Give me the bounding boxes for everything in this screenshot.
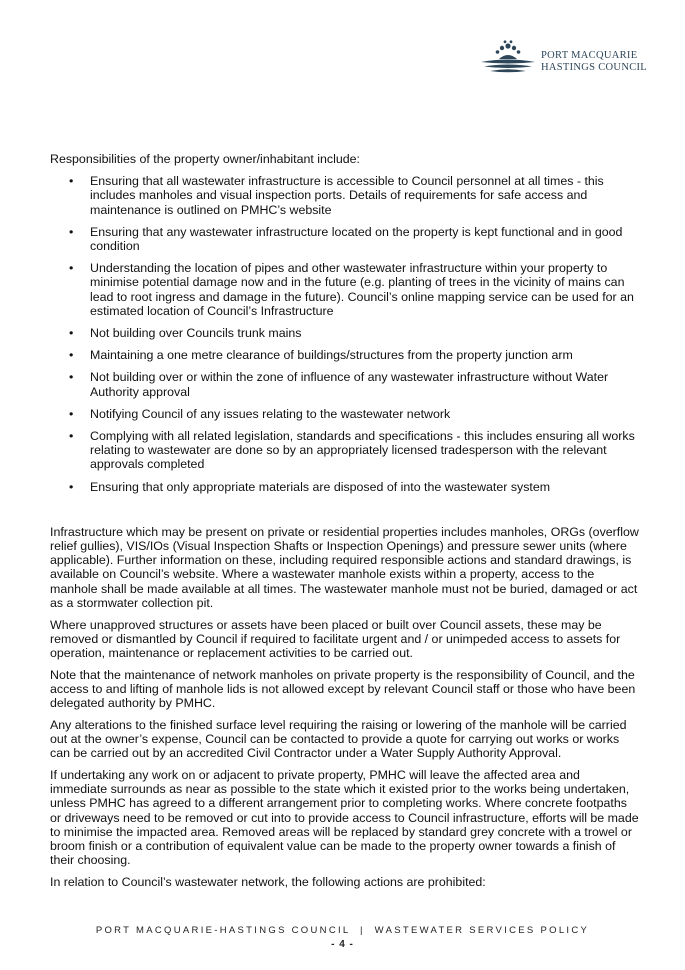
- list-item: • Ensuring that all wastewater infrastructure is accessible to Council personnel at all times - this includes manholes and visual inspection ports. Details of requirements for safe access and maintenance is outlined on PMHC’s website: [50, 174, 640, 217]
- list-item: • Complying with all related legislation, standards and specifications - this includes ensuring all works relating to wastewater are done so by an appropriately licensed tradesperson with the relevant approvals completed: [50, 429, 640, 472]
- page-number: - 4 -: [331, 939, 354, 950]
- paragraph-maintenance: Note that the maintenance of network manholes on private property is the responsibility of Council, and the access to and lifting of manhole lids is not allowed except by relevant Council staff or those who have been delegated authority by PMHC.: [50, 667, 636, 711]
- list-item: • Not building over or within the zone of influence of any wastewater infrastructure without Water Authority approval: [50, 370, 640, 398]
- paragraph-infrastructure: Infrastructure which may be present on private or residential properties includes manholes, ORGs (overflow relief gullies), VIS/IOs (Visual Inspection Shafts or Inspection Openings) and pressure sewer units (where applicable). Further information on these, including required responsible actions and standard drawings, is available on Council’s website. Where a wastewater manhole exists within a property, access to the manhole shall be made available at all times. The wastewater manhole must not be buried, damaged or act as a stormwater collection pit.: [50, 524, 639, 610]
- list-item: • Ensuring that any wastewater infrastructure located on the property is kept functional and in good condition: [50, 225, 640, 253]
- page-footer: PORT MACQUARIE-HASTINGS COUNCIL | WASTEWATER SERVICES POLICY: [95, 925, 590, 936]
- paragraph-alterations: Any alterations to the finished surface level requiring the raising or lowering of the manhole will be carried out at the owner’s expense, Council can be contacted to provide a quote for carrying out works or works can be carried out by an accredited Civil Contractor under a Water Supply Authority Approval.: [50, 717, 627, 761]
- section-spacer: [50, 502, 640, 525]
- council-name: [541, 50, 647, 74]
- document-body: [50, 152, 640, 897]
- org-line-1: PORT MACQUARIE: [541, 50, 638, 61]
- org-line-2: HASTINGS COUNCIL: [541, 62, 648, 73]
- list-item: • Ensuring that only appropriate materials are disposed of into the wastewater system: [50, 480, 640, 494]
- responsibilities-intro: Responsibilities of the property owner/inhabitant include:: [50, 152, 360, 166]
- council-logo: [478, 40, 648, 76]
- list-item: • Maintaining a one metre clearance of buildings/structures from the property junction arm: [50, 348, 640, 362]
- pmhc-logo-icon: [478, 40, 538, 76]
- paragraph-unapproved-structures: Where unapproved structures or assets have been placed or built over Council assets, these may be removed or dismantled by Council if required to facilitate urgent and / or unimpeded access to assets for operation, maintenance or replacement activities to be carried out.: [50, 617, 621, 660]
- paragraph-private-property-works: If undertaking any work on or adjacent to private property, PMHC will leave the affected area and immediate surrounds as near as possible to the state which it existed prior to the works being undertaken, unless PMHC has agreed to a different arrangement prior to completing works. Where concrete footpaths or driveways need to be removed or cut into to provide access to Council infrastructure, efforts will be made to minimise the impacted area. Removed areas will be replaced by standard grey concrete with a trowel or broom finish or a contribution of equivalent value can be made to the property owner towards a finish of their choosing.: [50, 767, 639, 868]
- responsibilities-list: [50, 174, 640, 494]
- list-item: • Not building over Councils trunk mains: [50, 326, 640, 340]
- list-item: • Understanding the location of pipes and other wastewater infrastructure within your property to minimise potential damage now and in the future (e.g. planting of trees in the vicinity of mains can lead to root ingress and damage in the future). Council’s online mapping service can be used for an estimated location of Council’s Infrastructure: [50, 261, 640, 318]
- paragraph-prohibited-intro: In relation to Council’s wastewater network, the following actions are prohibited:: [50, 874, 486, 889]
- list-item: • Notifying Council of any issues relating to the wastewater network: [50, 407, 640, 421]
